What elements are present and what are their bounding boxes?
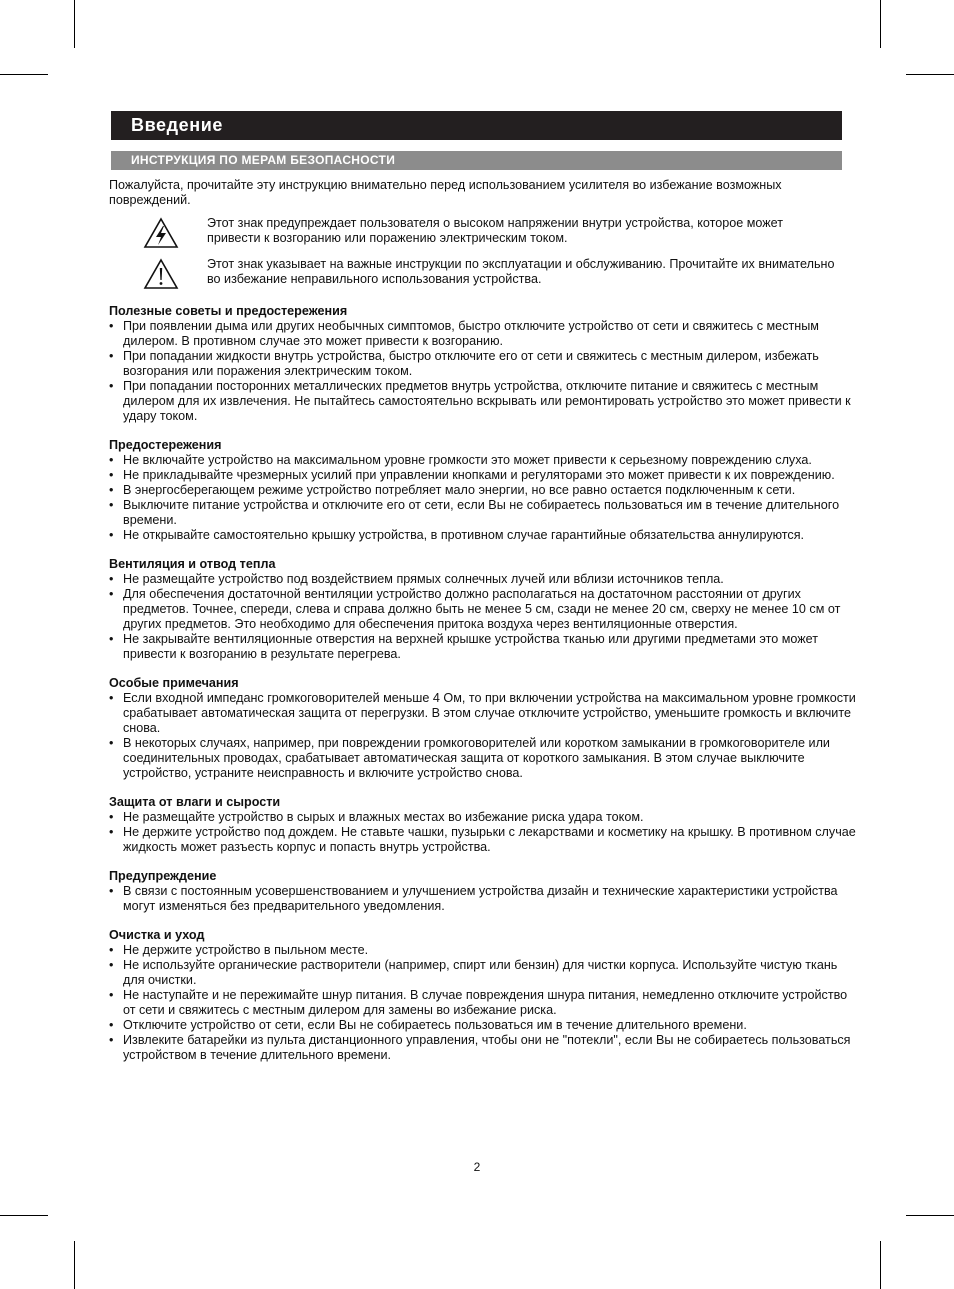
list-item: • Не закрывайте вентиляционные отверстия на верхней крышке устройства тканью или другими предметами это может привести к возгоранию в результате перегрева. [109, 632, 861, 662]
section-heading: Очистка и уход [109, 928, 205, 942]
bullet-list [109, 691, 861, 781]
list-item: • Отключите устройство от сети, если Вы не собираетесь пользоваться им в течение длительного времени. [109, 1018, 861, 1033]
list-item: • Извлеките батарейки из пульта дистанционного управления, чтобы они не "потекли", если Вы не собираетесь пользоваться устройством в течение длительного времени. [109, 1033, 861, 1063]
intro-text: Пожалуйста, прочитайте эту инструкцию внимательно перед использованием усилителя во избежание возможных повреждений. [109, 178, 782, 207]
bullet-list [109, 810, 861, 855]
crop-mark [906, 74, 954, 75]
bullet-list [109, 572, 861, 662]
section-heading: Полезные советы и предостережения [109, 304, 348, 318]
page-title: Введение [111, 111, 842, 140]
list-item: • Не открывайте самостоятельно крышку устройства, в противном случае гарантийные обязательства аннулируются. [109, 528, 861, 543]
section [109, 304, 861, 424]
section-heading: Защита от влаги и сырости [109, 795, 281, 809]
crop-mark [0, 74, 48, 75]
section [109, 928, 861, 1063]
bullet-list [109, 453, 861, 543]
document-body [109, 178, 861, 1063]
warning-sign-text: Этот знак предупреждает пользователя о высоком напряжении внутри устройства, которое может привести к возгоранию или поражению электрическим током. [207, 216, 784, 245]
section [109, 869, 861, 914]
crop-mark [0, 1215, 48, 1216]
warning-sign-row [109, 257, 861, 290]
warning-sign-text: Этот знак указывает на важные инструкции по эксплуатации и обслуживанию. Прочитайте их внимательно во избежание неправильного использования устройства. [207, 257, 835, 286]
crop-mark [880, 1241, 881, 1289]
sections-container [109, 304, 861, 1063]
section [109, 438, 861, 543]
list-item: • Для обеспечения достаточной вентиляции устройство должно располагаться на достаточном расстоянии от других предметов. Точнее, спереди, слева и справа должно быть не менее 5 см, сзади не менее 20 см, сверху не менее 10 см от других предметов. Это необходимо для обеспечения притока воздуха через вентиляционные отверстия. [109, 587, 861, 632]
section-subtitle: ИНСТРУКЦИЯ ПО МЕРАМ БЕЗОПАСНОСТИ [111, 151, 842, 170]
crop-mark [74, 0, 75, 48]
bullet-list [109, 884, 861, 914]
list-item: • При попадании посторонних металлических предметов внутрь устройства, отключите питание и свяжитесь с местным дилером для их извлечения. Не пытайтесь самостоятельно вскрывать или ремонтировать устройство это может привести к удару током. [109, 379, 861, 424]
list-item: • При попадании жидкости внутрь устройства, быстро отключите его от сети и свяжитесь с местным дилером, избежать возгорания или поражения электрическим током. [109, 349, 861, 379]
section-heading: Особые примечания [109, 676, 239, 690]
bullet-list [109, 943, 861, 1063]
list-item: • Не наступайте и не пережимайте шнур питания. В случае повреждения шнура питания, немедленно отключите устройство от сети и свяжитесь с местным дилером для замены во избежание риска. [109, 988, 861, 1018]
list-item: • Не держите устройство в пыльном месте. [109, 943, 861, 958]
page-number: 2 [473, 1160, 481, 1174]
list-item: • Не включайте устройство на максимальном уровне громкости это может привести к серьезному повреждению слуха. [109, 453, 861, 468]
list-item: • При появлении дыма или других необычных симптомов, быстро отключите устройство от сети и свяжитесь с местным дилером. В противном случае это может привести к возгоранию. [109, 319, 861, 349]
crop-mark [880, 0, 881, 48]
list-item: • В энергосберегающем режиме устройство потребляет мало энергии, но все равно остается подключенным к сети. [109, 483, 861, 498]
section [109, 795, 861, 855]
list-item: • Не размещайте устройство под воздействием прямых солнечных лучей или вблизи источников тепла. [109, 572, 861, 587]
list-item: • Не держите устройство под дождем. Не ставьте чашки, пузырьки с лекарствами и косметику на крышку. В противном случае жидкость может разъесть корпус и попасть внутрь устройства. [109, 825, 861, 855]
section-heading: Вентиляция и отвод тепла [109, 557, 276, 571]
list-item: • Не размещайте устройство в сырых и влажных местах во избежание риска удара током. [109, 810, 861, 825]
section [109, 676, 861, 781]
warning-sign-row [109, 216, 861, 249]
bullet-list [109, 319, 861, 424]
list-item: • В связи с постоянным усовершенствованием и улучшением устройства дизайн и технические характеристики устройства могут изменяться без предварительного уведомления. [109, 884, 861, 914]
crop-mark [906, 1215, 954, 1216]
lightning-warning-icon [109, 216, 207, 249]
list-item: • Не используйте органические растворители (например, спирт или бензин) для чистки корпуса. Используйте чистую ткань для очистки. [109, 958, 861, 988]
list-item: • Не прикладывайте чрезмерных усилий при управлении кнопками и регуляторами это может привести к их повреждению. [109, 468, 861, 483]
list-item: • В некоторых случаях, например, при повреждении громкоговорителей или коротком замыкании в громкоговорителе или соединительных проводах, срабатывает автоматическая защита от короткого замыкания. В этом случае выключите устройство, устраните неисправность и включите устройство снова. [109, 736, 861, 781]
list-item: • Если входной импеданс громкоговорителей меньше 4 Ом, то при включении устройства на максимальном уровне громкости срабатывает автоматическая защита от перегрузки. В этом случае отключите устройство, уменьшите громкость и включите снова. [109, 691, 861, 736]
section-heading: Предупреждение [109, 869, 217, 883]
crop-mark [74, 1241, 75, 1289]
section [109, 557, 861, 662]
section-heading: Предостережения [109, 438, 222, 452]
list-item: • Выключите питание устройства и отключите его от сети, если Вы не собираетесь пользоваться им в течение длительного времени. [109, 498, 861, 528]
exclamation-warning-icon [109, 257, 207, 290]
